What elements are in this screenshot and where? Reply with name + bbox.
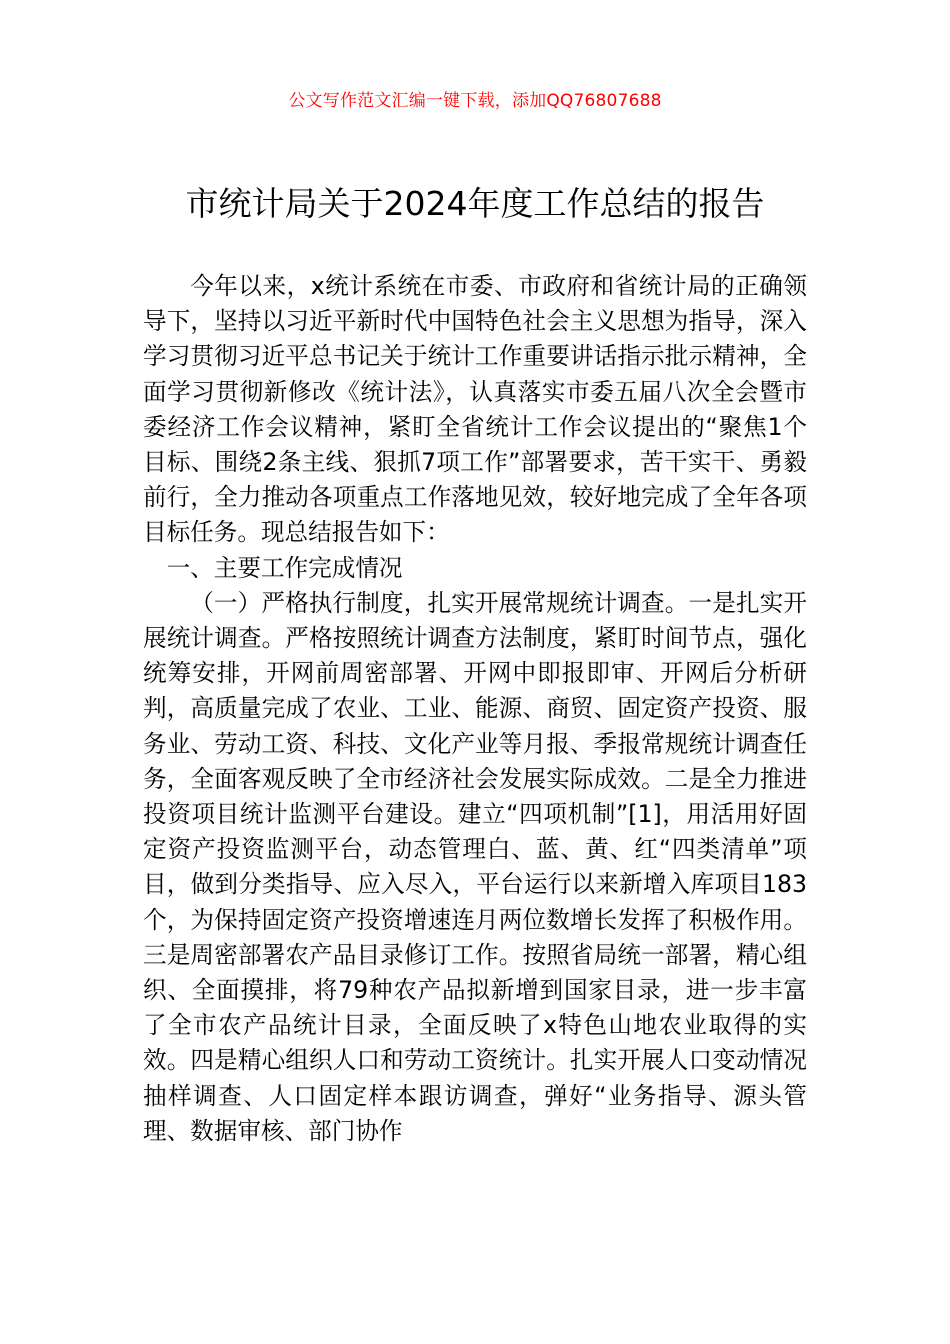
intro-paragraph: 今年以来，x统计系统在市委、市政府和省统计局的正确领导下，坚持以习近平新时代中国特色社会主义思想为指导，深入学习贯彻习近平总书记关于统计工作重要讲话指示批示精神，全面学习贯彻新修改《统计法》，认真落实市委五届八次全会暨市委经济工作会议精神，紧盯全省统计工作会议提出的“聚焦1个目标、围绕2条主线、狠抓7项工作”部署要求，苦干实干、勇毅前行，全力推动各项重点工作落地见效，较好地完成了全年各项目标任务。现总结报告如下： <box>143 272 807 547</box>
download-notice: 公文写作范文汇编一键下载，添加QQ76807688 <box>288 91 662 111</box>
section-heading: 一、主要工作完成情况 <box>166 553 403 582</box>
section-paragraph: （一）严格执行制度，扎实开展常规统计调查。一是扎实开展统计调查。严格按照统计调查方法制度，紧盯时间节点，强化统筹安排，开网前周密部署、开网中即报即审、开网后分析研判，高质量完成了农业、工业、能源、商贸、固定资产投资、服务业、劳动工资、科技、文化产业等月报、季报常规统计调查任务，全面客观反映了全市经济社会发展实际成效。二是全力推进投资项目统计监测平台建设。建立“四项机制”[1]，用活用好固定资产投资监测平台，动态管理白、蓝、黄、红“四类清单”项目，做到分类指导、应入尽入，平台运行以来新增入库项目183个，为保持固定资产投资增速连月两位数增长发挥了积极作用。三是周密部署农产品目录修订工作。按照省局统一部署，精心组织、全面摸排，将79种农产品拟新增到国家目录，进一步丰富了全市农产品统计目录，全面反映了x特色山地农业取得的实效。四是精心组织人口和劳动工资统计。扎实开展人口变动情况抽样调查、人口固定样本跟访调查，弹好“业务指导、源头管理、数据审核、部门协作 <box>143 588 807 1145</box>
document-body <box>143 269 807 1149</box>
document-title: 市统计局关于2024年度工作总结的报告 <box>185 184 765 223</box>
